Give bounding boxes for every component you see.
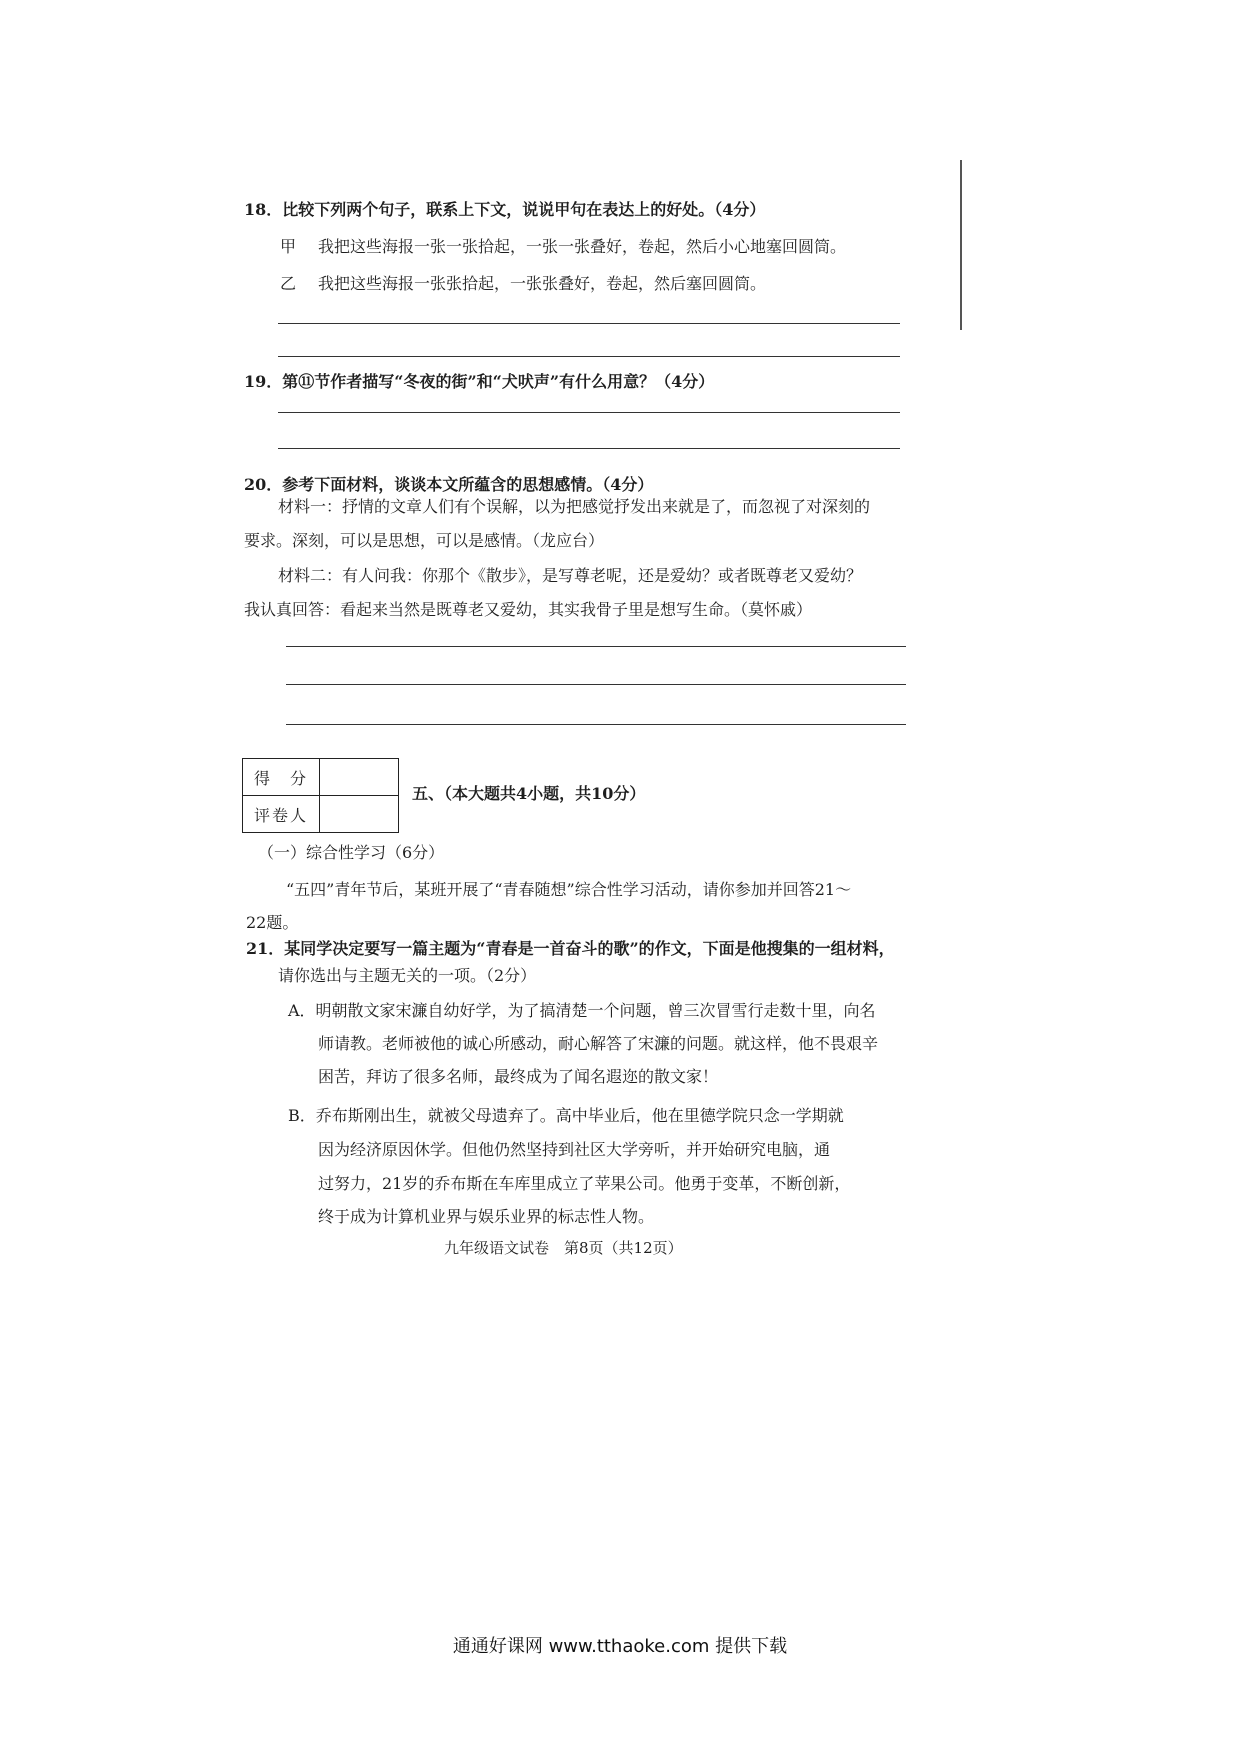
q18-yi-label: 乙 <box>280 274 297 293</box>
q21-title-line2: 请你选出与主题无关的一项。（2分） <box>278 966 537 985</box>
scan-edge-line <box>960 160 962 330</box>
grader-cell <box>320 796 399 833</box>
q20-material1-line2: 要求。深刻，可以是思想，可以是感情。（龙应台） <box>244 531 605 550</box>
q20-material2-line1: 材料二：有人问我：你那个《散步》，是写尊老呢，还是爱幼？或者既尊老又爱幼？ <box>278 566 863 585</box>
q20-answer-line-3 <box>286 724 906 725</box>
q21-option-a-line3: 困苦，拜访了很多名师，最终成为了闻名遐迩的散文家！ <box>318 1067 719 1086</box>
q18-answer-line-1 <box>278 323 900 324</box>
score-label: 得 分 <box>243 759 320 796</box>
grader-label: 评卷人 <box>243 796 320 833</box>
q18-yi-text: 我把这些海报一张张拾起，一张张叠好，卷起，然后塞回圆筒。 <box>318 274 767 293</box>
q20-material2-line2: 我认真回答：看起来当然是既尊老又爱幼，其实我骨子里是想写生命。（莫怀戚） <box>244 600 813 619</box>
q21-option-b-line2: 因为经济原因休学。但他仍然坚持到社区大学旁听，并开始研究电脑，通 <box>318 1140 831 1159</box>
q18-title: 18．比较下列两个句子，联系上下文，说说甲句在表达上的好处。（4分） <box>244 200 766 219</box>
q21-option-b-line1: B．乔布斯刚出生，就被父母遗弃了。高中毕业后，他在里德学院只念一学期就 <box>288 1106 844 1125</box>
q21-option-b-line3: 过努力，21岁的乔布斯在车库里成立了苹果公司。他勇于变革，不断创新， <box>318 1174 851 1193</box>
section5-title: 五、（本大题共4小题，共10分） <box>412 784 646 803</box>
q18-answer-line-2 <box>278 356 900 357</box>
site-footer: 通通好课网 www.tthaoke.com 提供下载 <box>452 1636 788 1657</box>
q19-answer-line-1 <box>278 412 900 413</box>
q18-jia-text: 我把这些海报一张一张拾起，一张一张叠好，卷起，然后小心地塞回圆筒。 <box>318 237 847 256</box>
q20-answer-line-1 <box>286 646 906 647</box>
score-cell <box>320 759 399 796</box>
q20-answer-line-2 <box>286 684 906 685</box>
q21-option-b-line4: 终于成为计算机业界与娱乐业界的标志性人物。 <box>318 1207 655 1226</box>
q20-title: 20．参考下面材料，谈谈本文所蕴含的思想感情。（4分） <box>244 475 654 494</box>
section5-intro-line2: 22题。 <box>246 913 299 932</box>
section5-intro-line1: “五四”青年节后，某班开展了“青春随想”综合性学习活动，请你参加并回答21～ <box>286 880 852 899</box>
q19-answer-line-2 <box>278 448 900 449</box>
q21-option-a-line1: A．明朝散文家宋濂自幼好学，为了搞清楚一个问题，曾三次冒雪行走数十里，向名 <box>288 1001 876 1020</box>
q21-title-line1: 21．某同学决定要写一篇主题为“青春是一首奋斗的歌”的作文，下面是他搜集的一组材料， <box>246 939 895 958</box>
q20-material1-line1: 材料一：抒情的文章人们有个误解，以为把感觉抒发出来就是了，而忽视了对深刻的 <box>278 497 871 516</box>
page-number-footer: 九年级语文试卷 第8页（共12页） <box>444 1239 683 1257</box>
q21-option-a-line2: 师请教。老师被他的诚心所感动，耐心解答了宋濂的问题。就这样，他不畏艰辛 <box>318 1034 879 1053</box>
score-box <box>242 758 399 833</box>
section5-subsection-1: （一）综合性学习（6分） <box>258 843 445 862</box>
q19-title: 19．第⑪节作者描写“冬夜的街”和“犬吠声”有什么用意？（4分） <box>244 372 715 391</box>
q18-jia-label: 甲 <box>280 237 297 256</box>
